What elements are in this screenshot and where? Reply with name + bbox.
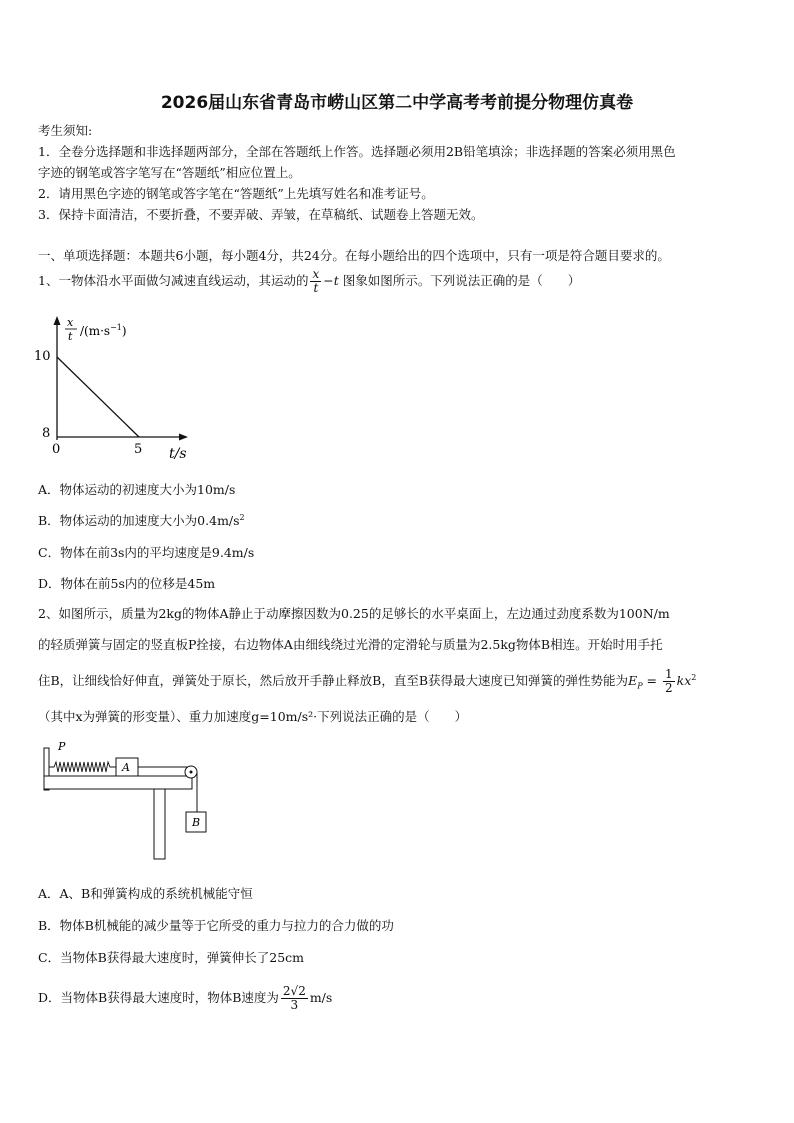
option-d [38, 985, 332, 1012]
ylabel-unit-close: ) [121, 324, 127, 338]
question-2-line: 2、如图所示，质量为2kg的物体A静止于动摩擦因数为0.25的足够长的水平桌面上，左边通过劲度系数为100N/m [38, 606, 670, 621]
ylabel-frac-num: x [67, 316, 74, 329]
section-heading: 一、单项选择题：本题共6小题，每小题4分，共24分。在每小题给出的四个选项中，只有一项是符合题目要求的。 [38, 248, 670, 263]
plate-label: P [58, 740, 66, 753]
option-b: B．物体B机械能的减少量等于它所受的重力与拉力的合力做的功 [38, 918, 394, 933]
option-c: C．物体在前3s内的平均速度是9.4m/s [38, 545, 255, 560]
xlabel: t/s [169, 446, 187, 462]
half-fraction [663, 668, 675, 695]
ep-sup: 2 [691, 673, 697, 683]
series-line [57, 357, 139, 437]
frac-den: 2 [665, 681, 673, 696]
x-axis-arrow [179, 434, 188, 441]
notice-item: 3．保持卡面清洁，不要折叠，不要弄破、弄皱，在草稿纸、试题卷上答题无效。 [38, 207, 484, 222]
frac-num: 1 [665, 667, 673, 681]
block-b-label: B [192, 816, 201, 829]
ep-sub: P [637, 681, 643, 691]
ytick-label: 10 [34, 349, 51, 364]
frac-den: 3 [290, 998, 299, 1013]
ylabel-unit-sup: −1 [110, 323, 122, 332]
x-over-t-fraction [310, 268, 321, 295]
ep-kx: kx [676, 673, 692, 689]
question-1-stem [38, 268, 580, 295]
pulley-axle [190, 771, 193, 774]
y-axis-arrow [54, 316, 61, 325]
ylabel-unit-text: /(m·s [80, 324, 111, 338]
block-a-label: A [122, 761, 130, 774]
option-b-text: B．物体运动的加速度大小为0.4m/s [38, 513, 240, 528]
frac-num: 2√2 [282, 984, 306, 998]
xtick-label: 5 [134, 442, 143, 457]
ylabel-frac-den: t [68, 330, 73, 343]
ytick-label: 8 [42, 426, 51, 441]
ep-symbol: E [628, 673, 638, 689]
question-2-line [38, 668, 696, 695]
notice-heading: 考生须知: [38, 123, 93, 138]
option-c: C．当物体B获得最大速度时，弹簧伸长了25cm [38, 950, 305, 965]
stem-text: 住B，让细线恰好伸直，弹簧处于原长，然后放开手静止释放B，直至B获得最大速度已知弹簧的弹性势能为 [38, 673, 629, 689]
stem-text: 图象如图所示。下列说法正确的是（ ） [338, 273, 581, 289]
stem-t: −t [323, 273, 339, 289]
option-d-unit: m/s [309, 990, 333, 1006]
option-d: D．物体在前5s内的位移是45m [38, 576, 216, 591]
notice-item: 字迹的钢笔或答字笔写在“答题纸”相应位置上。 [38, 165, 301, 180]
notice-item: 1．全卷分选择题和非选择题两部分，全部在答题纸上作答。选择题必须用2B铅笔填涂；非选择题的答案必须用黑色 [38, 144, 676, 159]
option-a: A．物体运动的初速度大小为10m/s [38, 482, 236, 497]
option-b-sup: 2 [239, 512, 245, 522]
table-leg [154, 789, 165, 859]
frac-den: t [313, 281, 319, 296]
question-2-line: （其中x为弹簧的形变量）、重力加速度g=10m/s²·下列说法正确的是（ ） [38, 709, 468, 724]
option-a: A．A、B和弹簧构成的系统机械能守恒 [38, 886, 253, 901]
spring-pulley-diagram [40, 740, 220, 865]
ylabel-unit [80, 323, 127, 338]
option-d-text: D．当物体B获得最大速度时，物体B速度为 [38, 990, 279, 1006]
table-top [44, 776, 192, 789]
stem-text: 1、一物体沿水平面做匀减速直线运动，其运动的 [38, 273, 309, 289]
notice-item: 2．请用黑色字迹的钢笔或答字笔在“答题纸”上先填写姓名和准考证号。 [38, 186, 434, 201]
option-b [38, 511, 245, 529]
xtick-label: 0 [52, 442, 61, 457]
spring [49, 762, 116, 772]
question-2-line: 的轻质弹簧与固定的竖直板P拴接，右边物体A由细线绕过光滑的定滑轮与质量为2.5kg物体B相连。开始时用手托 [38, 637, 663, 652]
frac-num: x [312, 267, 320, 281]
page-title: 2026届山东省青岛市崂山区第二中学高考考前提分物理仿真卷 [160, 93, 634, 113]
ep-eq: = [642, 673, 661, 689]
xt-t-chart [30, 312, 200, 462]
speed-fraction [281, 985, 308, 1012]
